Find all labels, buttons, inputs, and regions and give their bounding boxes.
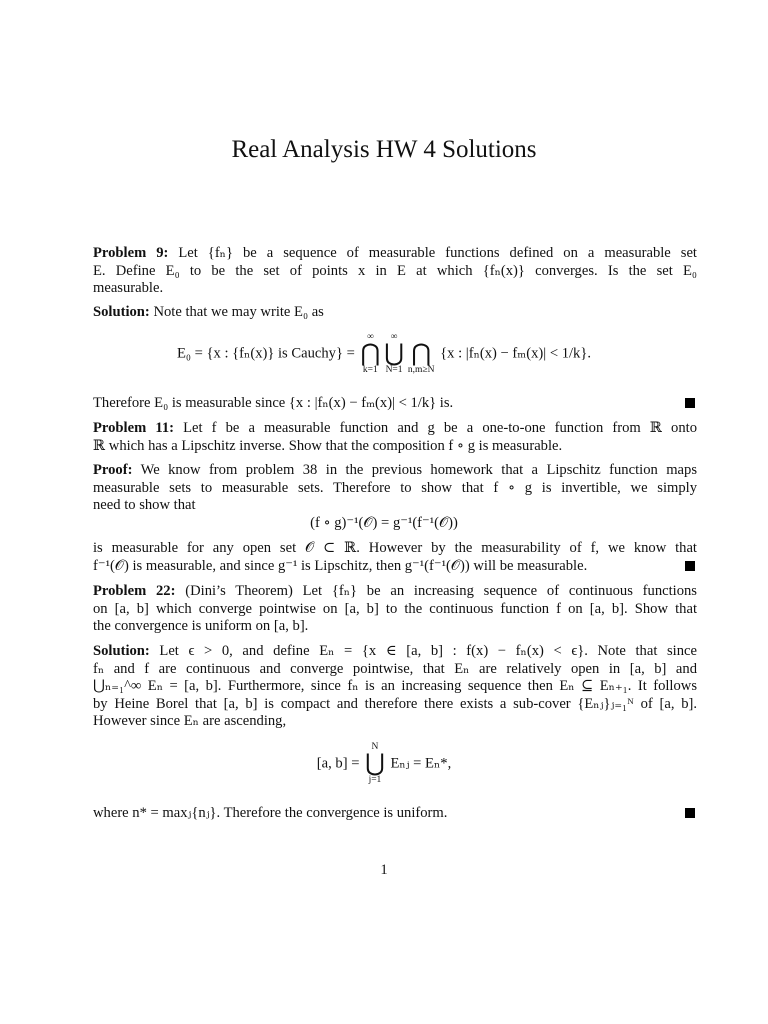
problem-11-line-1: Let f be a measurable function and g be a one-to-one function from ℝ onto (183, 420, 697, 436)
page-number: 1 (380, 862, 388, 878)
solution-22-line-3: ⋃ₙ₌₁^∞ Eₙ = [a, b]. Furthermore, since fₙ is an increasing sequence then Eₙ ⊆ Eₙ₊₁. It follows (93, 678, 697, 694)
solution-22-line-5: However since Eₙ are ascending, (93, 713, 287, 729)
intersection-operator-k: ∞ ⋂ k=1 (360, 332, 381, 375)
problem-22-line-1: (Dini’s Theorem) Let {fₙ} be an increasing sequence of continuous functions (185, 583, 697, 599)
solution-22-line-4: by Heine Borel that [a, b] is compact and therefore there exists a sub-cover {Eₙⱼ}ⱼ₌₁ᴺ of [a, b]. (93, 695, 697, 712)
page-title: Real Analysis HW 4 Solutions (231, 136, 537, 163)
solution-22-line-2: fₙ and f are continuous and converge pointwise, that Eₙ are relatively open in [a, b] and (93, 660, 697, 677)
problem-9 (93, 245, 697, 298)
proof-11-after (93, 540, 697, 575)
solution-9 (93, 304, 697, 322)
proof-11-after-line-2: f⁻¹(𝒪) is measurable, and since g⁻¹ is Lipschitz, then g⁻¹(f⁻¹(𝒪)) will be measurable. (93, 557, 588, 574)
solution-22-equation (0, 742, 768, 786)
problem-22 (93, 583, 697, 636)
problem-11 (93, 420, 697, 455)
qed-square-1 (685, 398, 695, 408)
solution-9-equation (0, 332, 768, 376)
problem-11-label: Problem 11: (93, 420, 174, 436)
solution-9-conclusion-block (93, 395, 697, 413)
solution-9-label: Solution: (93, 304, 150, 320)
solution-9-conclusion: Therefore E₀ is measurable since {x : |fₙ(x) − fₘ(x)| < 1/k} is. (93, 395, 454, 411)
solution-22-eq-right: Eₙⱼ = Eₙ*, (390, 755, 452, 772)
problem-22-line-3: the convergence is uniform on [a, b]. (93, 618, 309, 634)
proof-11-label: Proof: (93, 462, 133, 478)
solution-22-eq-left: [a, b] = (316, 755, 360, 772)
solution-9-eq-left: E₀ = {x : {fₙ(x)} is Cauchy} = (176, 345, 355, 362)
problem-9-label: Problem 9: (93, 245, 169, 261)
intersection-operator-nm: ⋂ n,m≥N (407, 341, 435, 375)
problem-9-line-3: measurable. (93, 280, 164, 296)
solution-22-conclusion-block (93, 805, 697, 823)
solution-22 (93, 643, 697, 731)
proof-11-after-line-1: is measurable for any open set 𝒪 ⊂ ℝ. However by the measurability of f, we know that (93, 540, 697, 556)
proof-11-line-2: measurable sets to measurable sets. Therefore to show that f ∘ g is invertible, we simply (93, 479, 697, 496)
union-operator-j: N ⋃ j=1 (365, 742, 385, 785)
union-operator-n: ∞ ⋃ N=1 (384, 332, 404, 375)
proof-11-line-3: need to show that (93, 497, 196, 513)
solution-22-label: Solution: (93, 643, 150, 659)
problem-9-line-1: Let {fₙ} be a sequence of measurable functions defined on a measurable set (178, 245, 697, 261)
proof-11-equation: (f ∘ g)⁻¹(𝒪) = g⁻¹(f⁻¹(𝒪)) (310, 515, 458, 531)
solution-9-intro: Note that we may write E₀ as (153, 304, 324, 320)
problem-9-line-2: E. Define E₀ to be the set of points x in E at which {fₙ(x)} converges. Is the set E₀ (93, 262, 697, 279)
proof-11-line-1: We know from problem 38 in the previous homework that a Lipschitz function maps (140, 462, 698, 478)
qed-square-3 (685, 808, 695, 818)
solution-9-eq-right: {x : |fₙ(x) − fₘ(x)| < 1/k}. (440, 345, 592, 362)
problem-22-line-2: on [a, b] which converge pointwise on [a, b] to the continuous function f on [a, b]. Show that (93, 600, 697, 617)
qed-square-2 (685, 561, 695, 571)
problem-11-line-2: ℝ which has a Lipschitz inverse. Show that the composition f ∘ g is measurable. (93, 437, 563, 454)
solution-22-conclusion: where n* = maxⱼ{nⱼ}. Therefore the convergence is uniform. (93, 805, 448, 821)
problem-22-label: Problem 22: (93, 583, 176, 599)
solution-22-line-1: Let ϵ > 0, and define Eₙ = {x ∈ [a, b] : f(x) − fₙ(x) < ϵ}. Note that since (159, 643, 697, 659)
proof-11 (93, 462, 697, 515)
